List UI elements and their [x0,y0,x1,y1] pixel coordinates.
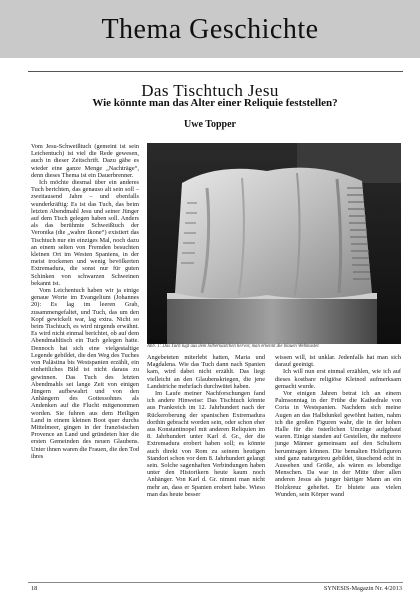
article-subtitle: Wie könnte man das Alter einer Reliquie feststellen? [92,97,338,109]
text-column-2 [147,354,265,498]
article-author: Uwe Topper [184,119,236,130]
text-column-1 [31,143,139,460]
section-title: Thema Geschichte [101,14,319,45]
paragraph: Im Laufe meiner Nachforschungen fand ich andere Hinweise: Das Tischtuch könnte aus Frankreich im 12. Jahrhundert nach der Rückeroberung der spanischen Extremadura dorthin gebracht worden sein, oder schon eher aus Konstantinopel mit anderen Reliquien im 8. Jahrhundert unter Karl d. Gr., der die Extremadura erobert haben soll; es könnte auch direkt von Rom zu seinem heutigen Standort schon vor dem 8. Jahrhundert gelangt sein. Solche sagenhaften Verbindungen haben unter den Historikern heute kaum noch Anhänger. Von Karl d. Gr. nimmt man nicht mehr an, dass er Spanien erobert habe. Wieso man das heute besser [147,390,265,498]
page-number: 18 [31,585,38,592]
footer-rule [28,582,403,583]
paragraph: wissen will, ist unklar. Jedenfalls hat man sich darauf geeinigt. [275,354,401,369]
paragraph: Ich möchte diesmal über ein anderes Tuch berichten, das genauso alt sein soll – zweitausend Jahre – und ebenfalls wunderkräftig: Es ist das Tuch, das beim letzten Abendmahl Jesu und seiner Jünger auf dem Tisch gelegen haben soll. Anders als das berühmte Schweißtuch der Veronika (die „wahre Ikone“) existiert das Tischtuch nur ein einziges Mal, noch dazu an einem selten von Fremden besuchten kleinen Ort im Westen Spaniens, in der meist trockenen und wenig bevölkerten Extremadura, die sonst nur für guten Schinken von schwarzen Schweinen bekannt ist. [31,179,139,287]
text-column-3 [275,354,401,498]
section-header-band [0,0,420,58]
paragraph: Vom Leichentuch haben wir ja einige genaue Worte im Evangelium (Johannes 20): Es lag im leeren Grab, zusammengefaltet, und Tuch, das um den Kopf gewickelt war, lag extra. Nicht so beim Tischtuch, es wird nirgends erwähnt. Es wird nicht einmal berichtet, ob auf dem Abendmahltisch ein Tuch gelegen hatte. Dennoch hat sich eine vielgestaltige Legende gebildet, die den Weg des Tuches von Palästina bis Westspanien erzählt, ein einheitliches Bild ist nicht daraus zu gewinnen. Das Tuch des letzten Abendmahls sei lange Zeit von einigen Jüngern aufbewahrt und von den Anhängern des Gottessohnes als Andenken auf die Flucht mitgenommen worden. Sie fuhren aus dem Heiligen Land in einem kleinen Boot quer durchs Mittelmeer, gingen in der französischen Provence an Land und gründeten hier die ersten Gemeinden des neuen Glaubens. Unter ihnen waren die Frauen, die den Tod ihres [31,287,139,460]
article-title: Das Tischtuch Jesu [141,81,279,100]
relic-photo [147,143,401,344]
paragraph: Angebeteten miterlebt hatten, Maria und Magdalena. Wie das Tuch dann nach Spanien kam, wird dabei nicht erzählt. Das liegt vielleicht an den Glaubenskriegen, die jene Landstriche mehrfach durchwütet haben. [147,354,265,390]
paragraph: Vor einigen Jahren betrat ich an einem Palmsonntag in der Frühe die Kathedrale von Coria in Westspanien. Nachdem sich meine Augen an das Halbdunkel gewöhnt hatten, nahm ich die großen Figuren wahr, die in der hohen Halle für die österlichen Umzüge aufgebaut waren. Einige standen auf Gestellen, die mehrere junge Männer gemeinsam auf den Schultern herumtragen können. Die bemalten Holzfiguren sind ganz naturgetreu gebildet, täuschend echt in Aussehen und Größe, als wären es lebendige Menschen. Da war in der Mitte über allen anderen Jesus als junger bärtiger Mann an ein Holzkreuz geheftet. Er blutete aus vielen Wunden, sein Körper wand [275,390,401,498]
figure-caption: Abb. 1: Das Tuch lugt aus dem Silberkästchen hervor, man erkennt die blauen Webmuster. [147,344,320,349]
paragraph: Ich will nun erst einmal erzählen, wie ich auf dieses kostbare religiöse Kleinod aufmerksam gemacht wurde. [275,368,401,390]
journal-reference: SYNESIS-Magazin Nr. 4/2013 [323,585,402,592]
header-rule [28,71,403,72]
cloth-photo-image [147,143,401,344]
paragraph: Vom Jesu-Schweißtuch (gemeint ist sein Leichentuch) ist viel die Rede gewesen, auch in dieser Zeitschrift. Dazu gäbe es wieder eine ganze Menge „Nachträge“, denn dieses Thema ist ein Dauerbrenner. [31,143,139,179]
